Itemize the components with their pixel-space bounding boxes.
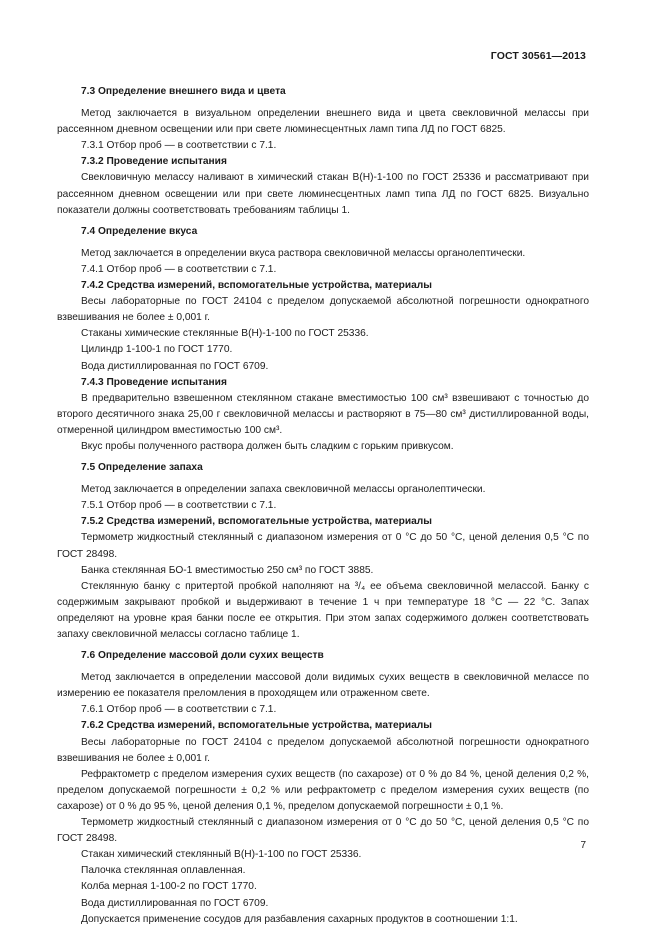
paragraph: Метод заключается в определении массовой доли видимых сухих веществ в свекловичной мелассе по измерению ее показателя преломления в проходящем или отраженном свете. bbox=[57, 672, 589, 700]
section-heading-7-4: 7.4 Определение вкуса bbox=[81, 225, 198, 237]
section-heading-7-6: 7.6 Определение массовой доли сухих веществ bbox=[81, 650, 324, 662]
paragraph: 7.5.1 Отбор проб — в соответствии с 7.1. bbox=[81, 500, 277, 512]
paragraph: Вода дистиллированная по ГОСТ 6709. bbox=[81, 897, 269, 909]
paragraph: 7.4.1 Отбор проб — в соответствии с 7.1. bbox=[81, 263, 277, 275]
subsection-heading-7-3-2: 7.3.2 Проведение испытания bbox=[81, 156, 227, 168]
paragraph: Метод заключается в определении запаха свекловичной мелассы органолептически. bbox=[81, 484, 486, 496]
document-code: ГОСТ 30561—2013 bbox=[490, 50, 586, 62]
paragraph: Вода дистиллированная по ГОСТ 6709. bbox=[81, 360, 269, 372]
paragraph: 7.6.1 Отбор проб — в соответствии с 7.1. bbox=[81, 704, 277, 716]
subsection-heading-7-6-2: 7.6.2 Средства измерений, вспомогательные устройства, материалы bbox=[81, 720, 432, 732]
page-number: 7 bbox=[580, 840, 586, 851]
paragraph: Стакан химический стеклянный В(Н)-1-100 по ГОСТ 25336. bbox=[81, 849, 362, 861]
subsection-heading-7-4-2: 7.4.2 Средства измерений, вспомогательные устройства, материалы bbox=[81, 280, 432, 292]
paragraph: Термометр жидкостный стеклянный с диапазоном измерения от 0 °С до 50 °С, ценой деления 0,5 °С по ГОСТ 28498. bbox=[57, 532, 589, 560]
paragraph: 7.3.1 Отбор проб — в соответствии с 7.1. bbox=[81, 140, 277, 152]
paragraph: Стеклянную банку с притертой пробкой наполняют на ³/₄ ее объема свекловичной мелассой. Банку с содержимым закрывают пробкой и выдерживают в течение 1 ч при температуре 18 °С — 22 °С. Запах определяют на уровне края банки после ее открытия. При этом запах содержимого должен соответствовать запаху свекловичной мелассы согласно таблице 1. bbox=[57, 580, 589, 640]
paragraph: Метод заключается в определении вкуса раствора свекловичной мелассы органолептически. bbox=[81, 247, 526, 259]
paragraph: Метод заключается в визуальном определении внешнего вида и цвета свекловичной мелассы при рассеянном дневном освещении или при свете люминесцентных ламп типа ЛД по ГОСТ 6825. bbox=[57, 108, 589, 136]
paragraph: Весы лабораторные по ГОСТ 24104 с пределом допускаемой абсолютной погрешности однократного взвешивания не более ± 0,001 г. bbox=[57, 296, 589, 324]
paragraph: Рефрактометр с пределом измерения сухих веществ (по сахарозе) от 0 % до 84 %, ценой деления 0,2 %, пределом допускаемой погрешности ± 0,2 % или рефрактометр с пределом измерения сухих веществ (по сахарозе) от 0 % до 95 %, ценой деления 0,1 %, пределом допускаемой погрешности ± 0,1 %. bbox=[57, 768, 589, 812]
paragraph: Цилиндр 1-100-1 по ГОСТ 1770. bbox=[81, 344, 233, 356]
paragraph: Палочка стеклянная оплавленная. bbox=[81, 865, 246, 877]
paragraph: Термометр жидкостный стеклянный с диапазоном измерения от 0 °С до 50 °С, ценой деления 0,5 °С по ГОСТ 28498. bbox=[57, 817, 589, 845]
paragraph: Стаканы химические стеклянные В(Н)-1-100 по ГОСТ 25336. bbox=[81, 328, 369, 340]
subsection-heading-7-5-2: 7.5.2 Средства измерений, вспомогательные устройства, материалы bbox=[81, 516, 432, 528]
subsection-heading-7-4-3: 7.4.3 Проведение испытания bbox=[81, 376, 227, 388]
paragraph: В предварительно взвешенном стеклянном стакане вместимостью 100 см³ взвешивают с точностью до второго десятичного знака 25,00 г свекловичной мелассы и растворяют в 75—80 см³ дистиллированной воды, отмеренной цилиндром вместимостью 100 см³. bbox=[57, 392, 589, 436]
paragraph: Колба мерная 1-100-2 по ГОСТ 1770. bbox=[81, 881, 257, 893]
page-content bbox=[57, 80, 589, 928]
paragraph: Вкус пробы полученного раствора должен быть сладким с горьким привкусом. bbox=[81, 440, 454, 452]
paragraph: Весы лабораторные по ГОСТ 24104 с пределом допускаемой абсолютной погрешности однократного взвешивания не более ± 0,001 г. bbox=[57, 736, 589, 764]
paragraph: Банка стеклянная БО-1 вместимостью 250 см³ по ГОСТ 3885. bbox=[81, 564, 374, 576]
section-heading-7-3: 7.3 Определение внешнего вида и цвета bbox=[81, 86, 286, 97]
section-heading-7-5: 7.5 Определение запаха bbox=[81, 462, 203, 474]
paragraph: Свекловичную мелассу наливают в химический стакан В(Н)-1-100 по ГОСТ 25336 и рассматривают при рассеянном дневном освещении или при свете люминесцентных ламп типа ЛД по ГОСТ 6825. Визуально показатели должны соответствовать требованиям таблицы 1. bbox=[57, 172, 589, 216]
paragraph: Допускается применение сосудов для разбавления сахарных продуктов в соотношении 1:1. bbox=[81, 913, 518, 925]
